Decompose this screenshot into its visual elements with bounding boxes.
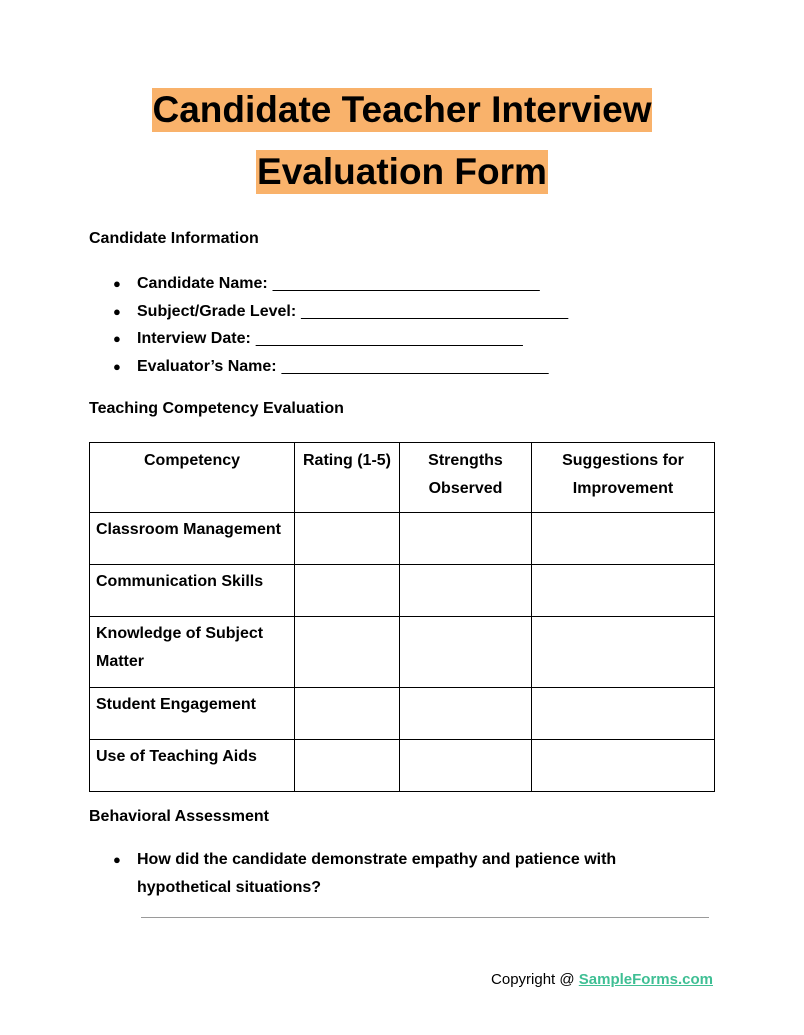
rating-cell[interactable] [295, 617, 400, 688]
strengths-cell[interactable] [400, 513, 532, 565]
header-competency: Competency [90, 443, 295, 513]
bullet-icon: ● [113, 358, 121, 374]
evaluator-name-blank[interactable]: ______________________________ [281, 357, 549, 375]
table-row [90, 740, 715, 792]
competency-cell: Communication Skills [90, 565, 295, 617]
copyright-footer [491, 970, 713, 990]
competency-cell: Use of Teaching Aids [90, 740, 295, 792]
copyright-prefix: Copyright @ [491, 971, 579, 988]
bullet-icon: ● [113, 276, 121, 291]
bullet-icon: ● [113, 331, 121, 346]
subject-grade-blank[interactable]: ______________________________ [301, 302, 569, 320]
header-rating: Rating (1-5) [295, 443, 400, 513]
field-candidate-name [89, 270, 568, 298]
suggestions-cell[interactable] [532, 513, 715, 565]
bullet-icon: ● [113, 852, 121, 867]
candidate-info-heading: Candidate Information [89, 230, 259, 247]
suggestions-cell[interactable] [532, 740, 715, 792]
behavioral-question [89, 846, 649, 901]
field-evaluator-name [89, 353, 568, 381]
suggestions-cell[interactable] [532, 688, 715, 740]
rating-cell[interactable] [295, 740, 400, 792]
table-row [90, 565, 715, 617]
strengths-cell[interactable] [400, 688, 532, 740]
competency-cell: Classroom Management [90, 513, 295, 565]
competency-cell: Knowledge of Subject Matter [90, 617, 295, 688]
competency-table [89, 442, 715, 792]
field-interview-date [89, 325, 568, 353]
header-strengths: Strengths Observed [400, 443, 532, 513]
brand-link[interactable]: SampleForms.com [578, 971, 713, 988]
field-label: Subject/Grade Level: [137, 302, 297, 320]
rating-cell[interactable] [295, 513, 400, 565]
strengths-cell[interactable] [400, 740, 532, 792]
strengths-cell[interactable] [400, 617, 532, 688]
table-header-row [90, 443, 715, 513]
header-suggestions: Suggestions for Improvement [532, 443, 715, 513]
form-title [0, 88, 804, 212]
suggestions-cell[interactable] [532, 617, 715, 688]
field-label: Candidate Name: [137, 275, 268, 292]
table-row [90, 617, 715, 688]
candidate-name-blank[interactable]: ______________________________ [272, 275, 540, 292]
strengths-cell[interactable] [400, 565, 532, 617]
competency-heading: Teaching Competency Evaluation [89, 400, 344, 417]
rating-cell[interactable] [295, 688, 400, 740]
suggestions-cell[interactable] [532, 565, 715, 617]
behavioral-question-list [89, 846, 649, 901]
field-label: Interview Date: [137, 330, 251, 347]
field-label: Evaluator’s Name: [137, 357, 277, 375]
table-row [90, 688, 715, 740]
rating-cell[interactable] [295, 565, 400, 617]
candidate-info-list [89, 270, 568, 380]
competency-cell: Student Engagement [90, 688, 295, 740]
answer-line[interactable] [141, 917, 709, 918]
title-line-1 [0, 88, 804, 150]
interview-date-blank[interactable]: ______________________________ [255, 330, 523, 347]
question-text: How did the candidate demonstrate empathy and patience with hypothetical situations? [137, 851, 617, 896]
bullet-icon: ● [113, 303, 121, 319]
field-subject-grade [89, 298, 568, 326]
table-row [90, 513, 715, 565]
title-text-2: Evaluation Form [257, 151, 547, 192]
behavioral-heading: Behavioral Assessment [89, 808, 269, 825]
title-line-2 [0, 150, 804, 212]
title-text-1: Candidate Teacher Interview [152, 89, 652, 130]
